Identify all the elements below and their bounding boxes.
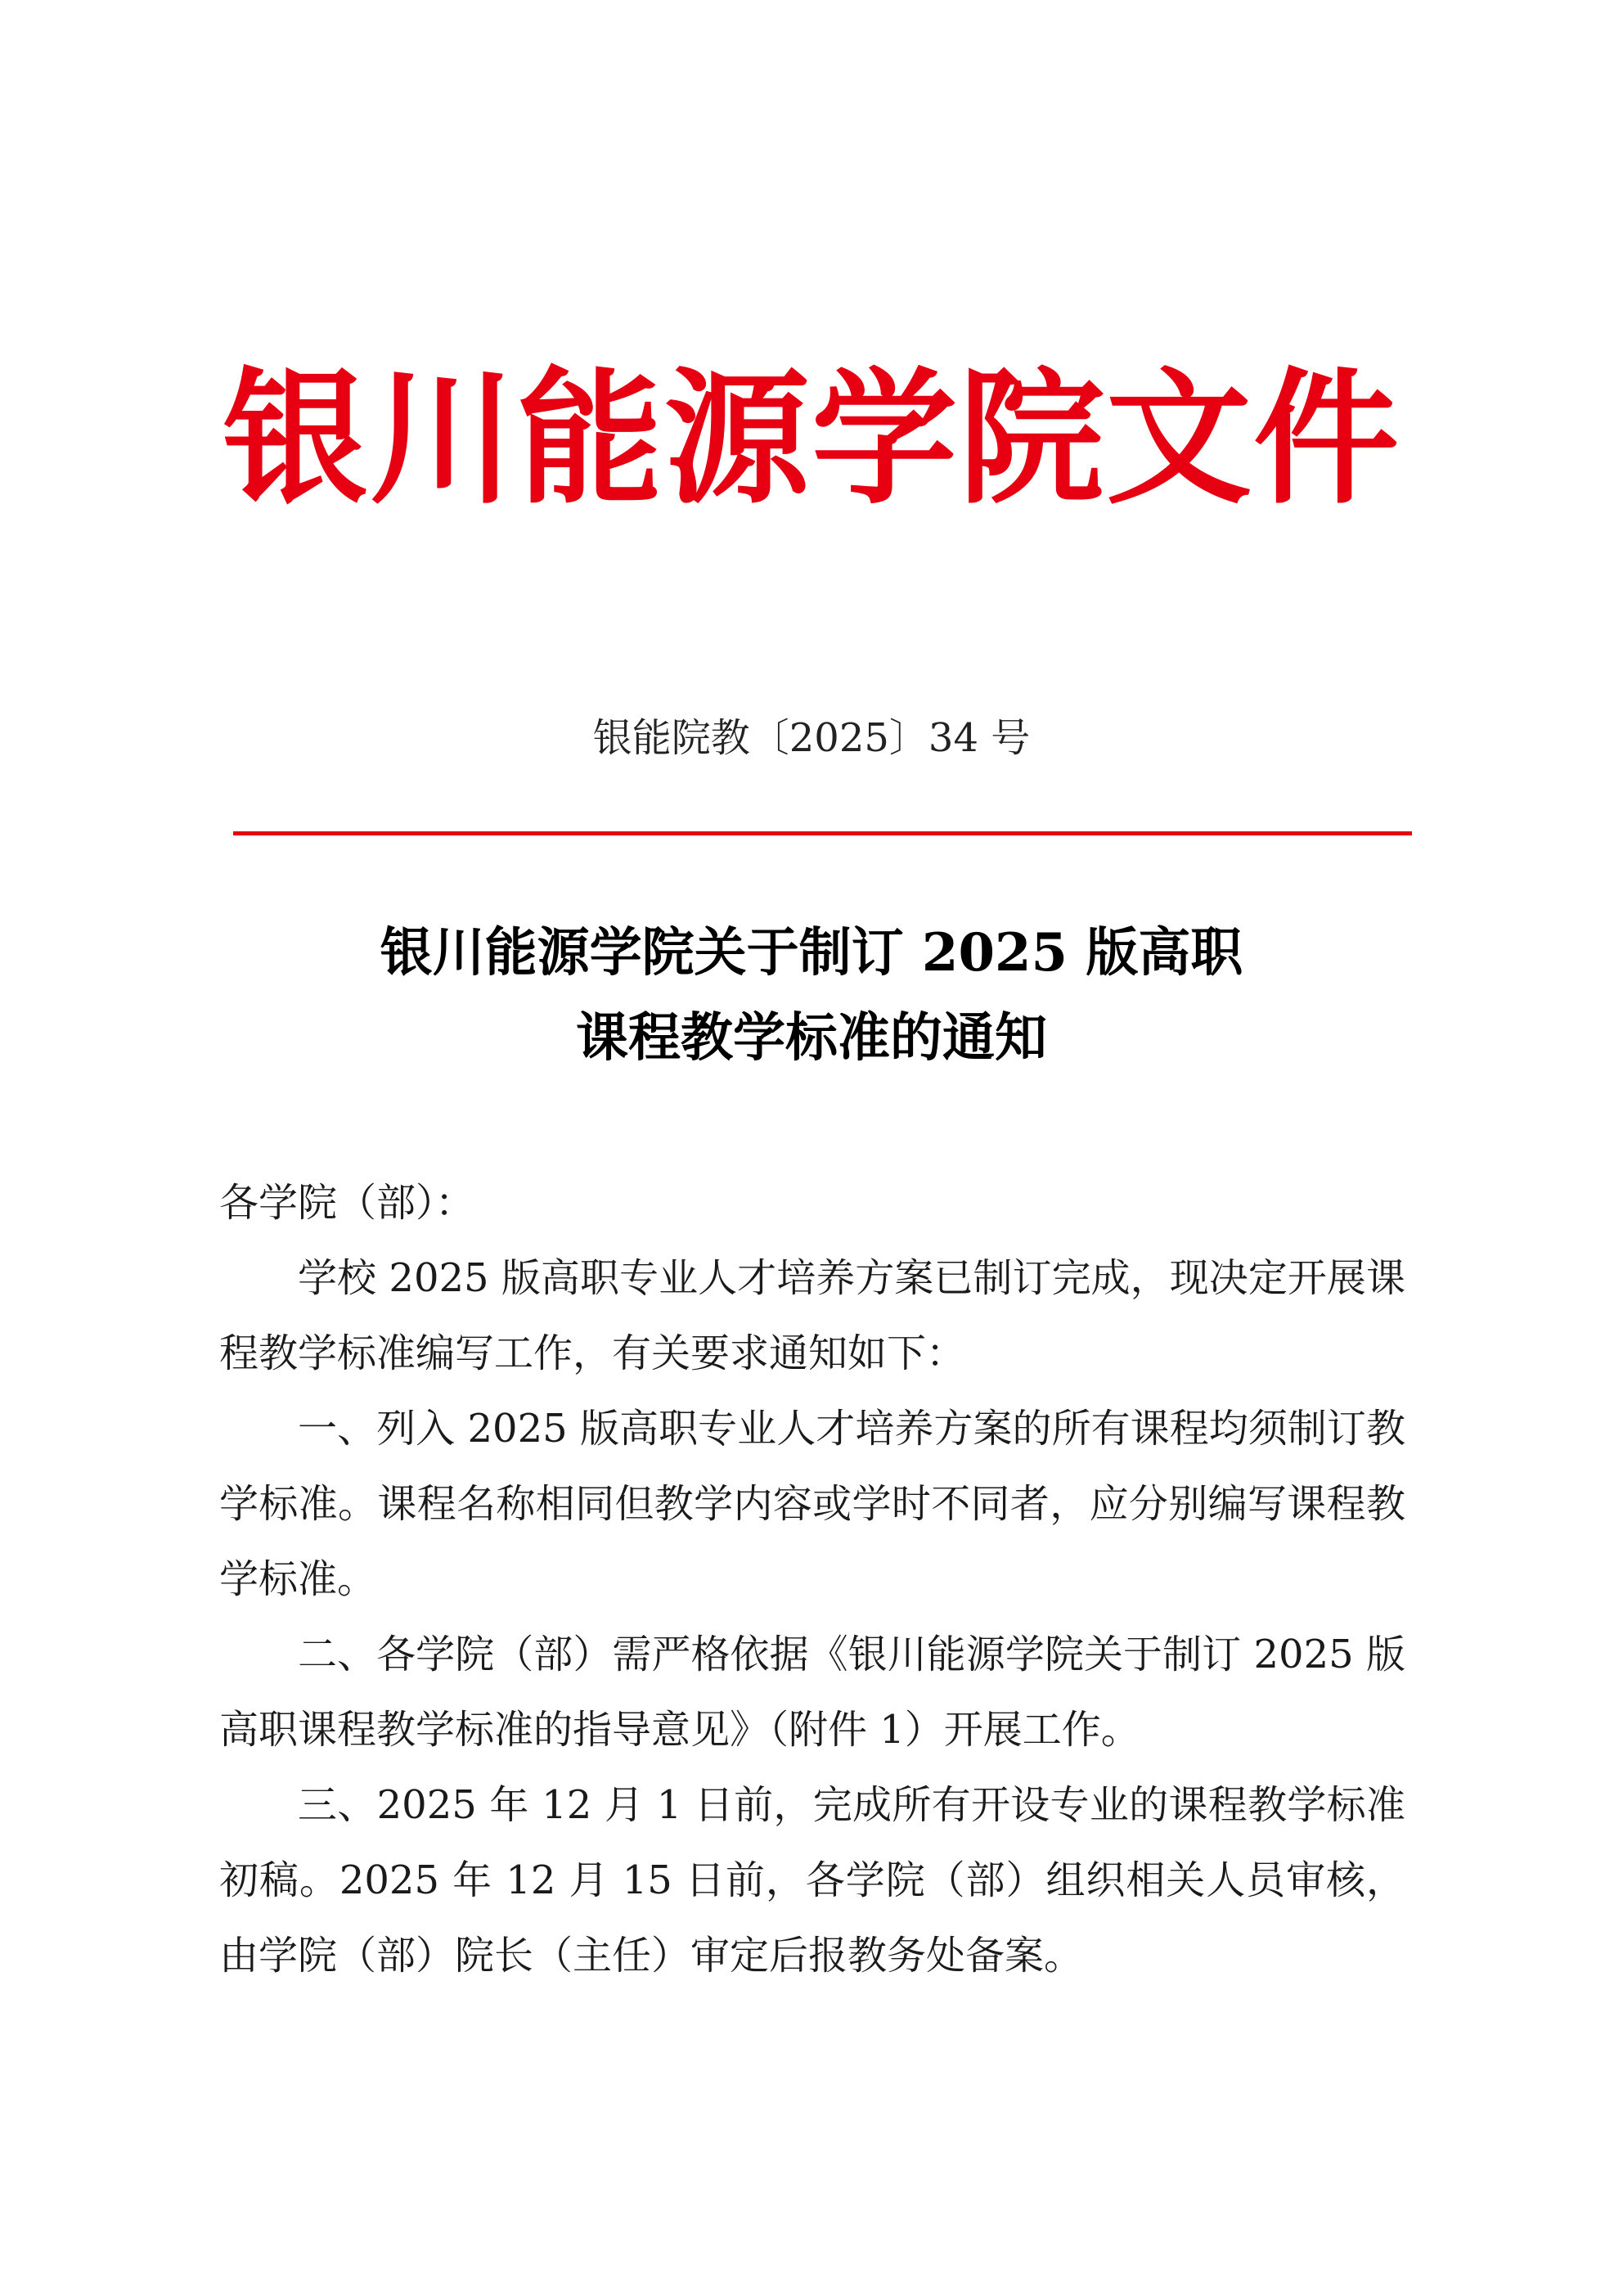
red-divider-line <box>233 831 1412 835</box>
body-paragraph-item-2: 二、各学院（部）需严格依据《银川能源学院关于制订 2025 版高职课程教学标准的指导意见》（附件 1）开展工作。 <box>219 1632 1405 1753</box>
document-title-line-1: 银川能源学院关于制订 2025 版高职 <box>380 922 1243 984</box>
document-title-line-2: 课程教学标准的通知 <box>576 1007 1047 1069</box>
document-body <box>219 1165 1405 1993</box>
body-paragraph-item-1: 一、列入 2025 版高职专业人才培养方案的所有课程均须制订教学标准。课程名称相同但教学内容或学时不同者，应分别编写课程教学标准。 <box>219 1406 1405 1602</box>
document-number: 银能院教〔2025〕34 号 <box>592 715 1031 761</box>
salutation: 各学院（部）： <box>219 1180 475 1226</box>
body-paragraph-item-3: 三、2025 年 12 月 1 日前，完成所有开设专业的课程教学标准初稿。2025 年 12 月 15 日前，各学院（部）组织相关人员审核，由学院（部）院长（主任）审定后报教务处备案。 <box>219 1782 1405 1979</box>
body-paragraph-intro: 学校 2025 版高职专业人才培养方案已制订完成，现决定开展课程教学标准编写工作，有关要求通知如下： <box>219 1255 1405 1376</box>
document-masthead: 银川能源学院文件 <box>223 353 1400 524</box>
